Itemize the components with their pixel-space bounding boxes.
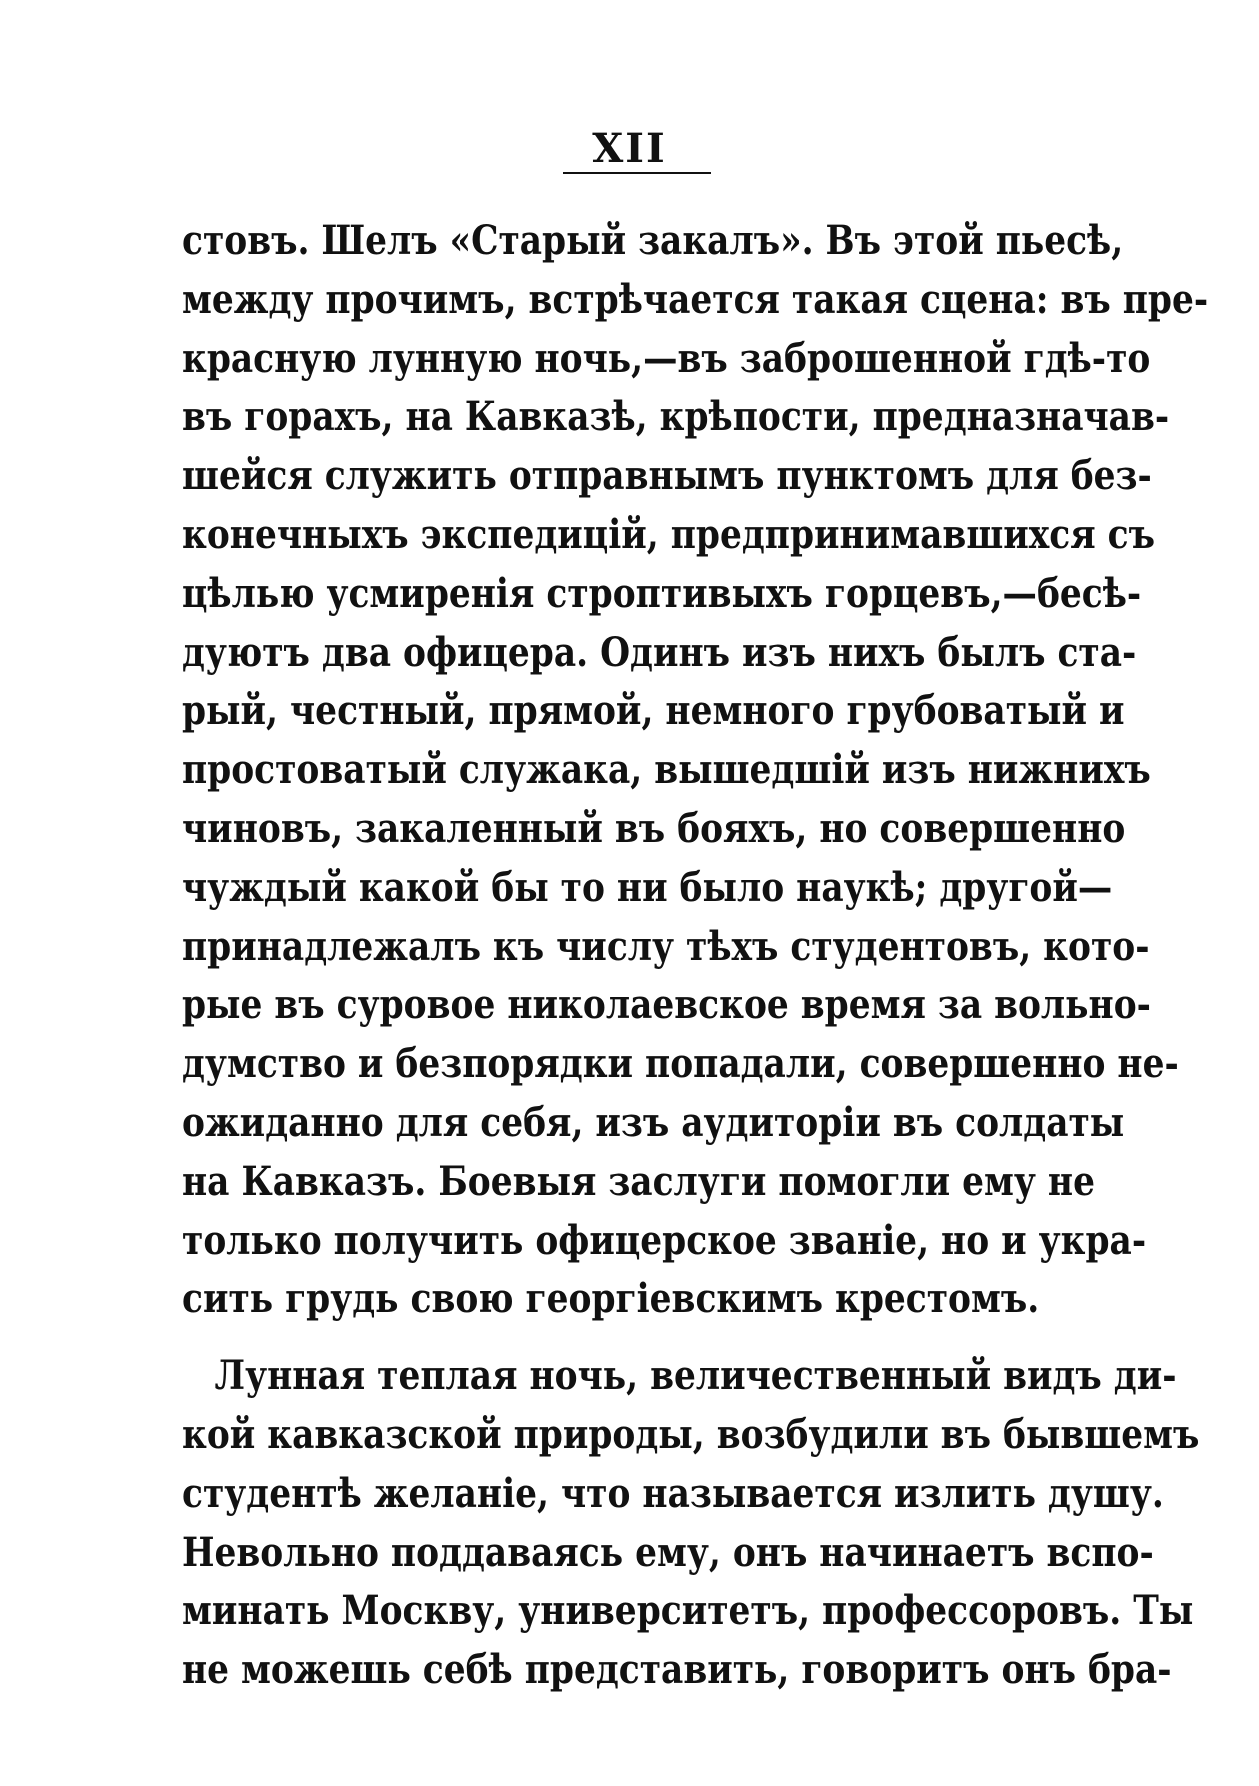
- text-line: студентѣ желаніе, что называется излить душу.: [182, 1469, 1164, 1517]
- paragraph-gap: [182, 1329, 1086, 1347]
- text-line: рый, честный, прямой, немного грубоватый и: [182, 687, 1125, 735]
- body-text: [182, 212, 1209, 1700]
- text-line: конечныхъ экспедицій, предпринимавшихся съ: [182, 510, 1155, 558]
- text-line: дуютъ два офицера. Одинъ изъ нихъ былъ ста-: [182, 628, 1137, 676]
- text-line: въ горахъ, на Кавказѣ, крѣпости, предназначав-: [182, 393, 1170, 441]
- text-line: Невольно поддаваясь ему, онъ начинаетъ вспо-: [182, 1528, 1154, 1576]
- text-line: минать Москву, университетъ, профессоровъ. Ты: [182, 1587, 1194, 1635]
- paragraph-1: [182, 212, 1209, 1329]
- text-line: чиновъ, закаленный въ бояхъ, но совершенно: [182, 804, 1126, 852]
- text-line: стовъ. Шелъ «Старый закалъ». Въ этой пьесѣ,: [182, 217, 1124, 264]
- text-line: принадлежалъ къ числу тѣхъ студентовъ, кото-: [182, 922, 1150, 970]
- text-line: шейся служить отправнымъ пунктомъ для без-: [182, 452, 1152, 500]
- text-line: думство и безпорядки попадали, совершенно не-: [182, 1040, 1179, 1088]
- text-line: не можешь себѣ представить, говоритъ онъ бра-: [182, 1646, 1172, 1694]
- text-line: сить грудь свою георгіевскимъ крестомъ.: [182, 1275, 1040, 1323]
- text-line: рые въ суровое николаевское время за вольно-: [182, 981, 1151, 1029]
- text-line: чуждый какой бы то ни было наукѣ; другой—: [182, 863, 1113, 911]
- text-line: ожиданно для себя, изъ аудиторіи въ солдаты: [182, 1098, 1125, 1146]
- text-line: цѣлью усмиренія строптивыхъ горцевъ,—бесѣ-: [182, 569, 1142, 617]
- text-line: только получить офицерское званіе, но и укра-: [182, 1216, 1147, 1264]
- paragraph-2: [182, 1347, 1200, 1700]
- text-line: красную лунную ночь,—въ заброшенной гдѣ-то: [182, 334, 1151, 382]
- header-rule: [563, 172, 711, 174]
- text-line: между прочимъ, встрѣчается такая сцена: въ пре-: [182, 275, 1209, 323]
- text-line: Лунная теплая ночь, величественный видъ ди-: [214, 1352, 1177, 1400]
- text-line: кой кавказской природы, возбудили въ бывшемъ: [182, 1410, 1200, 1458]
- page-number: XII: [592, 125, 667, 172]
- text-line: простоватый служака, вышедшій изъ нижнихъ: [182, 746, 1151, 794]
- text-line: на Кавказъ. Боевыя заслуги помогли ему не: [182, 1157, 1095, 1205]
